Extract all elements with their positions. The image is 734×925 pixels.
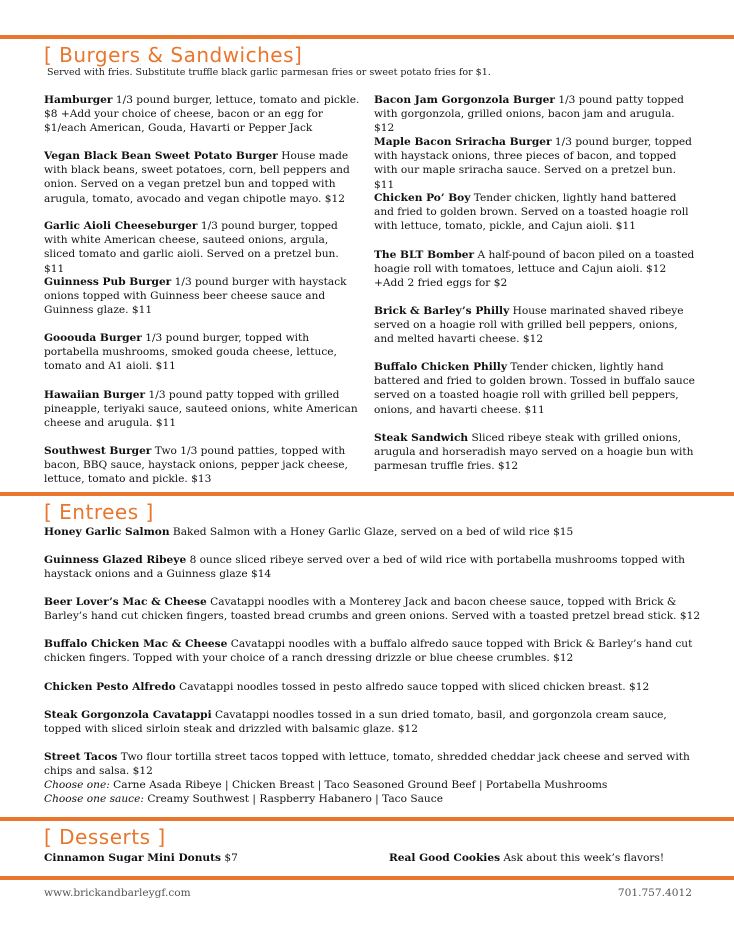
item-desc: House made with black beans, sweet potatoes, corn, bell peppers and onion. Served on a vegan pretzel bun and topped with arugula, tomato, avocado and vegan chipotle mayo. $12 (44, 150, 350, 205)
item-desc: Cavatappi noodles with a buffalo alfredo sauce topped with Brick & Barley’s hand cut chicken fingers. Topped with your choice of a ranch dressing drizzle or blue cheese crumbles. $12 (44, 638, 693, 665)
item-name: The BLT Bomber (374, 249, 475, 261)
menu-item (44, 851, 364, 865)
section-title-desserts: [ Desserts ] (44, 825, 166, 849)
section-subtitle-burgers: Served with fries. Substitute truffle black garlic parmesan fries or sweet potato fries for $1. (47, 67, 491, 78)
menu-item (44, 553, 704, 581)
item-desc: $7 (220, 852, 238, 864)
taco-sauce-choices (44, 792, 443, 806)
item-name: Bacon Jam Gorgonzola Burger (374, 94, 555, 106)
menu-item (374, 93, 696, 136)
menu-item (44, 93, 360, 136)
item-name: Buffalo Chicken Mac & Cheese (44, 638, 228, 650)
menu-item (44, 595, 704, 623)
item-name: Street Tacos (44, 751, 118, 763)
desserts-divider (0, 817, 734, 821)
menu-item (389, 851, 709, 865)
item-name: Chicken Pesto Alfredo (44, 681, 176, 693)
item-desc: Two flour tortilla street tacos topped with lettuce, tomato, shredded cheddar jack cheese and served with chips and salsa. $12 (44, 751, 690, 778)
menu-item (44, 444, 360, 487)
item-name: Hamburger (44, 94, 113, 106)
menu-item (44, 275, 360, 318)
menu-item (44, 388, 360, 431)
item-desc: Cavatappi noodles tossed in pesto alfredo sauce topped with sliced chicken breast. $12 (175, 681, 650, 693)
menu-item (44, 680, 704, 694)
menu-item (374, 360, 696, 417)
menu-item (374, 431, 696, 474)
footer-phone: 701.757.4012 (617, 887, 692, 899)
item-desc: Cavatappi noodles with a Monterey Jack and bacon cheese sauce, topped with Brick & Barley’s hand cut chicken fingers, toasted bread crumbs and green onions. Served with a toasted pretzel bread stick. $12 (44, 596, 701, 623)
item-name: Garlic Aioli Cheeseburger (44, 220, 198, 232)
item-name: Maple Bacon Sriracha Burger (374, 136, 552, 148)
menu-item (374, 248, 696, 291)
top-divider (0, 35, 734, 39)
choice-label: Choose one sauce: (44, 793, 144, 805)
item-desc: Tender chicken, lightly hand battered and fried to golden brown. Served on a toasted hoagie roll with lettuce, tomato, pickle, and Cajun aioli. $11 (374, 192, 689, 233)
choice-label: Choose one: (44, 779, 110, 791)
item-desc: 1/3 pound burger with haystack onions topped with Guinness beer cheese sauce and Guinness glaze. $11 (44, 276, 347, 317)
item-desc: A half-pound of bacon piled on a toasted hoagie roll with tomatoes, lettuce and Cajun aioli. $12 +Add 2 fried eggs for $2 (374, 249, 695, 290)
item-name: Southwest Burger (44, 445, 152, 457)
item-desc: 1/3 pound patty topped with gorgonzola, grilled onions, bacon jam and arugula. $12 (374, 94, 684, 135)
item-desc: 1/3 pound patty topped with grilled pineapple, teriyaki sauce, sauteed onions, white American cheese and arugula. $11 (44, 389, 358, 430)
choice-options: Carne Asada Ribeye | Chicken Breast | Taco Seasoned Ground Beef | Portabella Mushrooms (109, 779, 608, 791)
entrees-divider (0, 492, 734, 496)
choice-options: Creamy Southwest | Raspberry Habanero | Taco Sauce (143, 793, 443, 805)
item-name: Cinnamon Sugar Mini Donuts (44, 852, 221, 864)
item-name: Gooouda Burger (44, 332, 142, 344)
section-title-entrees: [ Entrees ] (44, 500, 154, 524)
menu-item (44, 331, 360, 374)
item-name: Real Good Cookies (389, 852, 501, 864)
menu-item (44, 525, 704, 539)
menu-item (44, 149, 360, 206)
item-desc: Tender chicken, lightly hand battered and fried to golden brown. Tossed in buffalo sauce served on a toasted hoagie roll with grilled bell peppers, onions, and havarti cheese. $11 (374, 361, 695, 416)
item-desc: House marinated shaved ribeye served on a hoagie roll with grilled bell peppers, onions, and melted havarti cheese. $12 (374, 305, 684, 346)
item-name: Honey Garlic Salmon (44, 526, 170, 538)
item-desc: Two 1/3 pound patties, topped with bacon, BBQ sauce, haystack onions, pepper jack cheese, lettuce, tomato and pickle. $13 (44, 445, 348, 486)
menu-item (44, 708, 704, 736)
item-desc: 1/3 pound burger, topped with portabella mushrooms, smoked gouda cheese, lettuce, tomato and A1 aioli. $11 (44, 332, 337, 373)
item-desc: Sliced ribeye steak with grilled onions, arugula and horseradish mayo served on a hoagie bun with parmesan truffle fries. $12 (374, 432, 694, 473)
item-desc: Ask about this week’s flavors! (500, 852, 665, 864)
item-desc: Cavatappi noodles tossed in a sun dried tomato, basil, and gorgonzola cream sauce, topped with sliced sirloin steak and drizzled with balsamic glaze. $12 (44, 709, 667, 736)
menu-item (374, 304, 696, 347)
item-name: Vegan Black Bean Sweet Potato Burger (44, 150, 278, 162)
menu-item (374, 191, 696, 234)
menu-item (374, 135, 696, 192)
taco-protein-choices (44, 778, 607, 792)
menu-item (44, 750, 704, 778)
item-desc: 8 ounce sliced ribeye served over a bed of wild rice with portabella mushrooms topped with haystack onions and a Guinness glaze $14 (44, 554, 685, 581)
item-name: Steak Sandwich (374, 432, 469, 444)
item-desc: 1/3 pound burger, topped with haystack onions, three pieces of bacon, and topped with our maple sriracha sauce. Served on a pretzel bun. $11 (374, 136, 692, 191)
item-name: Buffalo Chicken Philly (374, 361, 507, 373)
item-name: Brick & Barley’s Philly (374, 305, 510, 317)
menu-item (44, 219, 360, 276)
item-name: Steak Gorgonzola Cavatappi (44, 709, 212, 721)
item-name: Chicken Po’ Boy (374, 192, 471, 204)
item-name: Beer Lover’s Mac & Cheese (44, 596, 207, 608)
item-desc: Baked Salmon with a Honey Garlic Glaze, served on a bed of wild rice $15 (169, 526, 574, 538)
footer-website: www.brickandbarleygf.com (44, 887, 191, 899)
item-desc: 1/3 pound burger, lettuce, tomato and pickle. $8 +Add your choice of cheese, bacon or an egg for $1/each American, Gouda, Havarti or Pepper Jack (44, 94, 360, 135)
menu-item (44, 637, 704, 665)
item-desc: 1/3 pound burger, topped with white American cheese, sauteed onions, argula, sliced tomato and garlic aioli. Served on a pretzel bun. $11 (44, 220, 339, 275)
section-title-burgers: [ Burgers & Sandwiches] (44, 43, 303, 67)
item-name: Guinness Pub Burger (44, 276, 172, 288)
item-name: Hawaiian Burger (44, 389, 146, 401)
footer-divider (0, 876, 734, 880)
item-name: Guinness Glazed Ribeye (44, 554, 187, 566)
